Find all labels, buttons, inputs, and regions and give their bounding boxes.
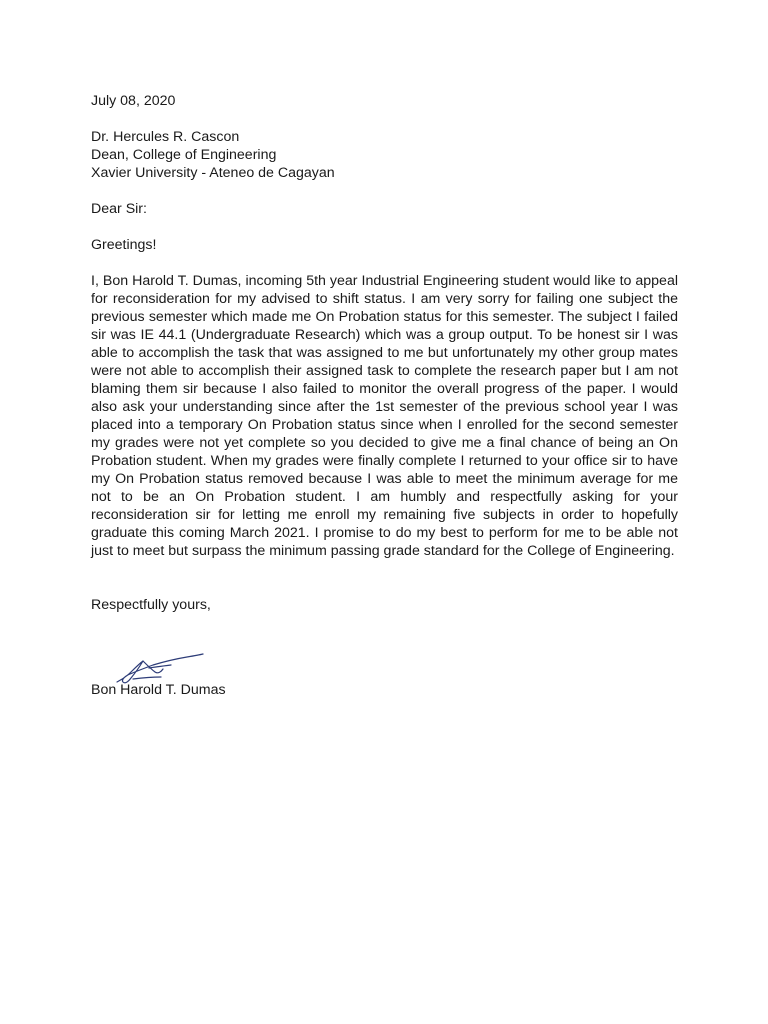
- letter-content: [91, 92, 678, 614]
- recipient-name: Dr. Hercules R. Cascon: [91, 129, 240, 145]
- recipient-block: [91, 128, 678, 182]
- signer-name: Bon Harold T. Dumas: [91, 682, 226, 698]
- salutation: Dear Sir:: [91, 201, 147, 217]
- closing: Respectfully yours,: [91, 597, 211, 613]
- recipient-institution: Xavier University - Ateneo de Cagayan: [91, 165, 335, 181]
- letter-body-paragraph: I, Bon Harold T. Dumas, incoming 5th year Industrial Engineering student would like to appeal for reconsideration for my advised to shift status. I am very sorry for failing one subject the previous semester which made me On Probation status for this semester. The subject I failed sir was IE 44.1 (Undergraduate Research) which was a group output. To be honest sir I was able to accomplish the task that was assigned to me but unfortunately my other group mates were not able to accomplish their assigned task to complete the research paper but I am not blaming them sir because I also failed to monitor the overall progress of the paper. I would also ask your understanding since after the 1st semester of the previous school year I was placed into a temporary On Probation status since when I enrolled for the second semester my grades were not yet complete so you decided to give me a final chance of being an On Probation student. When my grades were finally complete I returned to your office sir to have my On Probation status removed because I was able to meet the minimum average for me not to be an On Probation student. I am humbly and respectfully asking for your reconsideration sir for letting me enroll my remaining five subjects in order to hopefully graduate this coming March 2021. I promise to do my best to perform for me to be able not just to meet but surpass the minimum passing grade standard for the College of Engineering.: [91, 273, 678, 559]
- greeting: Greetings!: [91, 237, 157, 253]
- letter-date: July 08, 2020: [91, 93, 176, 109]
- recipient-position: Dean, College of Engineering: [91, 147, 277, 163]
